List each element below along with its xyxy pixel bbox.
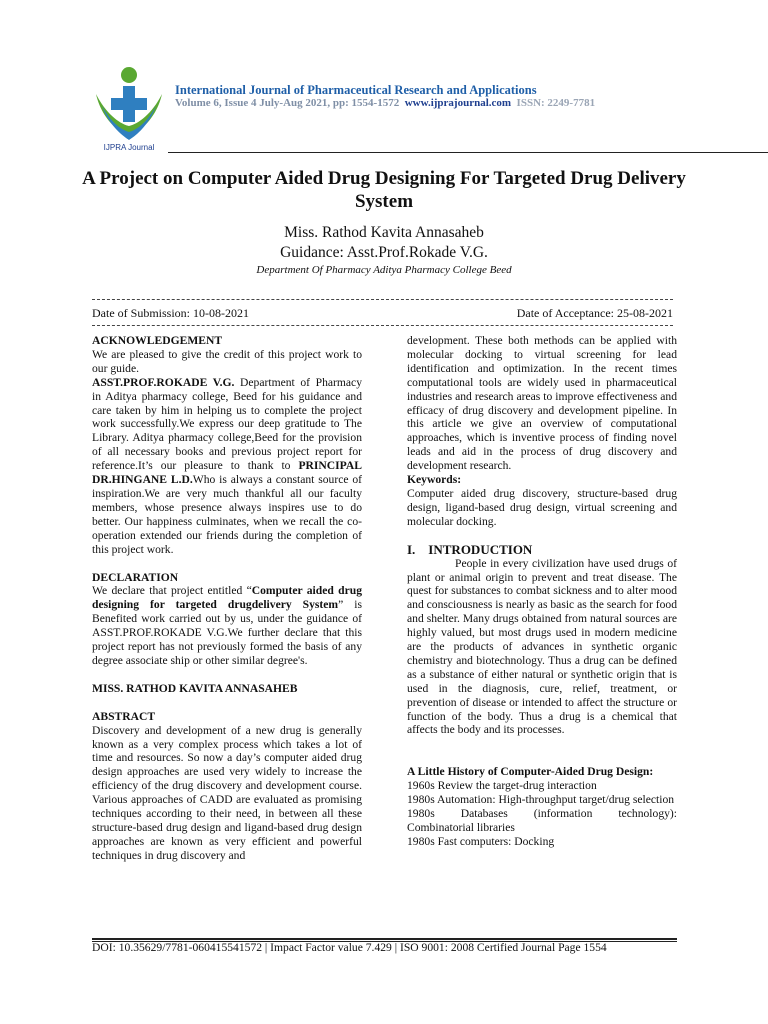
journal-logo (92, 66, 166, 152)
journal-website-link[interactable]: www.ijprajournal.com (404, 97, 512, 109)
keywords-heading: Keywords: (407, 473, 462, 487)
declaration-heading: DECLARATION (92, 570, 179, 584)
volume-info: Volume 6, Issue 4 July-Aug 2021, pp: 1554-1572 (175, 97, 400, 109)
history-item: 1980s Databases (information technology): Combinatorial libraries (407, 807, 677, 834)
left-column (92, 334, 362, 863)
declaration-body: We declare that project entitled “Computer aided drug designing for targeted drugdelivery System” is Benefited work carried out by us, under the guidance of ASST.PROF.ROKADE V.G.We further declare that this project report has not previously formed the basis of any degree associate ship or other similar degree's. (92, 584, 363, 667)
acknowledgement-intro: We are pleased to give the credit of this project work to our guide. (92, 347, 362, 375)
dashed-divider-bottom (92, 325, 673, 326)
department: Department Of Pharmacy Aditya Pharmacy College Beed (256, 264, 512, 276)
project-title: Computer aided drug designing for targeted drugdelivery System (92, 584, 362, 612)
history-heading: A Little History of Computer-Aided Drug Design: (407, 765, 654, 779)
signature: MISS. RATHOD KAVITA ANNASAHEB (92, 681, 298, 695)
acknowledgement-heading: ACKNOWLEDGEMENT (92, 334, 223, 347)
page-footer: DOI: 10.35629/7781-060415541572 | Impact Factor value 7.429 | ISO 9001: 2008 Certified Journal Page 1554 (92, 941, 607, 954)
dashed-divider-top (92, 299, 673, 300)
history-item: 1980s Fast computers: Docking (407, 834, 555, 848)
principal-name: PRINCIPAL DR.HINGANE L.D. (92, 459, 362, 487)
guidance: Guidance: Asst.Prof.Rokade V.G. (280, 244, 488, 261)
abstract-text: Discovery and development of a new drug is generally known as a very complex process which takes a lot of time and resources. So now a day’s computer aided drug design approaches are used very widely to increase the efficiency of the drug discovery and development course. Various approaches of CADD are evaluated as promising techniques according to their need, in between all these structure-based drug design and ligand-based drug design approaches are known as very efficient and powerful techniques in drug discovery and (92, 723, 362, 862)
paper-title: A Project on Computer Aided Drug Designing For Targeted Drug Delivery System (82, 168, 686, 212)
footer-divider (92, 938, 677, 940)
right-column (407, 334, 677, 849)
submission-date: Date of Submission: 10-08-2021 (92, 306, 249, 320)
history-item: 1980s Automation: High-throughput target/drug selection (407, 793, 675, 807)
issn: ISSN: 2249-7781 (516, 97, 596, 109)
dates-row (92, 306, 673, 321)
abstract-heading: ABSTRACT (92, 709, 156, 723)
acknowledgement-body: ASST.PROF.ROKADE V.G. Department of Pharmacy in Aditya pharmacy college, Beed for his guidance and care taken by him in helping us to complete the project work successfully.We express our deep gratitude to The Library. Aditya pharmacy college,Beed for the provision of all necessary books and previous project report for reference.It’s our pleasure to thank to PRINCIPAL DR.HINGANE L.D.Who is always a constant source of inspiration.We are very much thankful all our faculty members, whose presence always inspires use to do better. Our happiness culminates, when we recall the co-operation extended our friends during the completion of this project work. (92, 375, 363, 556)
guide-name: ASST.PROF.ROKADE V.G. (92, 375, 235, 389)
journal-logo-icon (92, 66, 166, 152)
keywords: Computer aided drug discovery, structure-based drug design, ligand-based drug design, virtual screening and molecular docking. (407, 486, 677, 528)
acceptance-date: Date of Acceptance: 25-08-2021 (516, 306, 673, 320)
history-item: 1960s Review the target-drug interaction (407, 779, 597, 793)
author-name: Miss. Rathod Kavita Annasaheb (284, 224, 484, 241)
journal-meta (175, 97, 595, 109)
introduction-text: People in every civilization have used drugs of plant or animal origin to prevent and treat disease. The quest for substances to combat sickness and to alter mood and consciousness is nearly as basic as the search for food and shelter. Many drugs obtained from natural sources are highly valued, but most drugs used in modern medicine are the products of advances in synthetic organic chemistry and biotechnology. Thus a drug can be defined as a substance of either natural or synthetic origin that is used in the diagnosis, cure, relief, treatment, or prevention of disease or intended to affect the structure or function of the body. Thus a drug is a chemical that affects the body and its processes. (407, 556, 677, 737)
abstract-continued: development. These both methods can be applied with molecular docking to virtual screening for lead identification and optimization. In the recent times computational tools are widely used in pharmaceutical industries and research areas to improve effectiveness and efficacy of drug discovery and development pipeline. In this article we give an overview of computational approaches, which is inventive process of finding novel leads and aid in the process of drug discovery and development research. (407, 334, 677, 473)
svg-text:IJPRA Journal: IJPRA Journal (103, 143, 155, 152)
introduction-heading: I. INTRODUCTION (407, 541, 533, 557)
header-divider (168, 152, 768, 153)
journal-name: International Journal of Pharmaceutical Research and Applications (175, 83, 537, 97)
